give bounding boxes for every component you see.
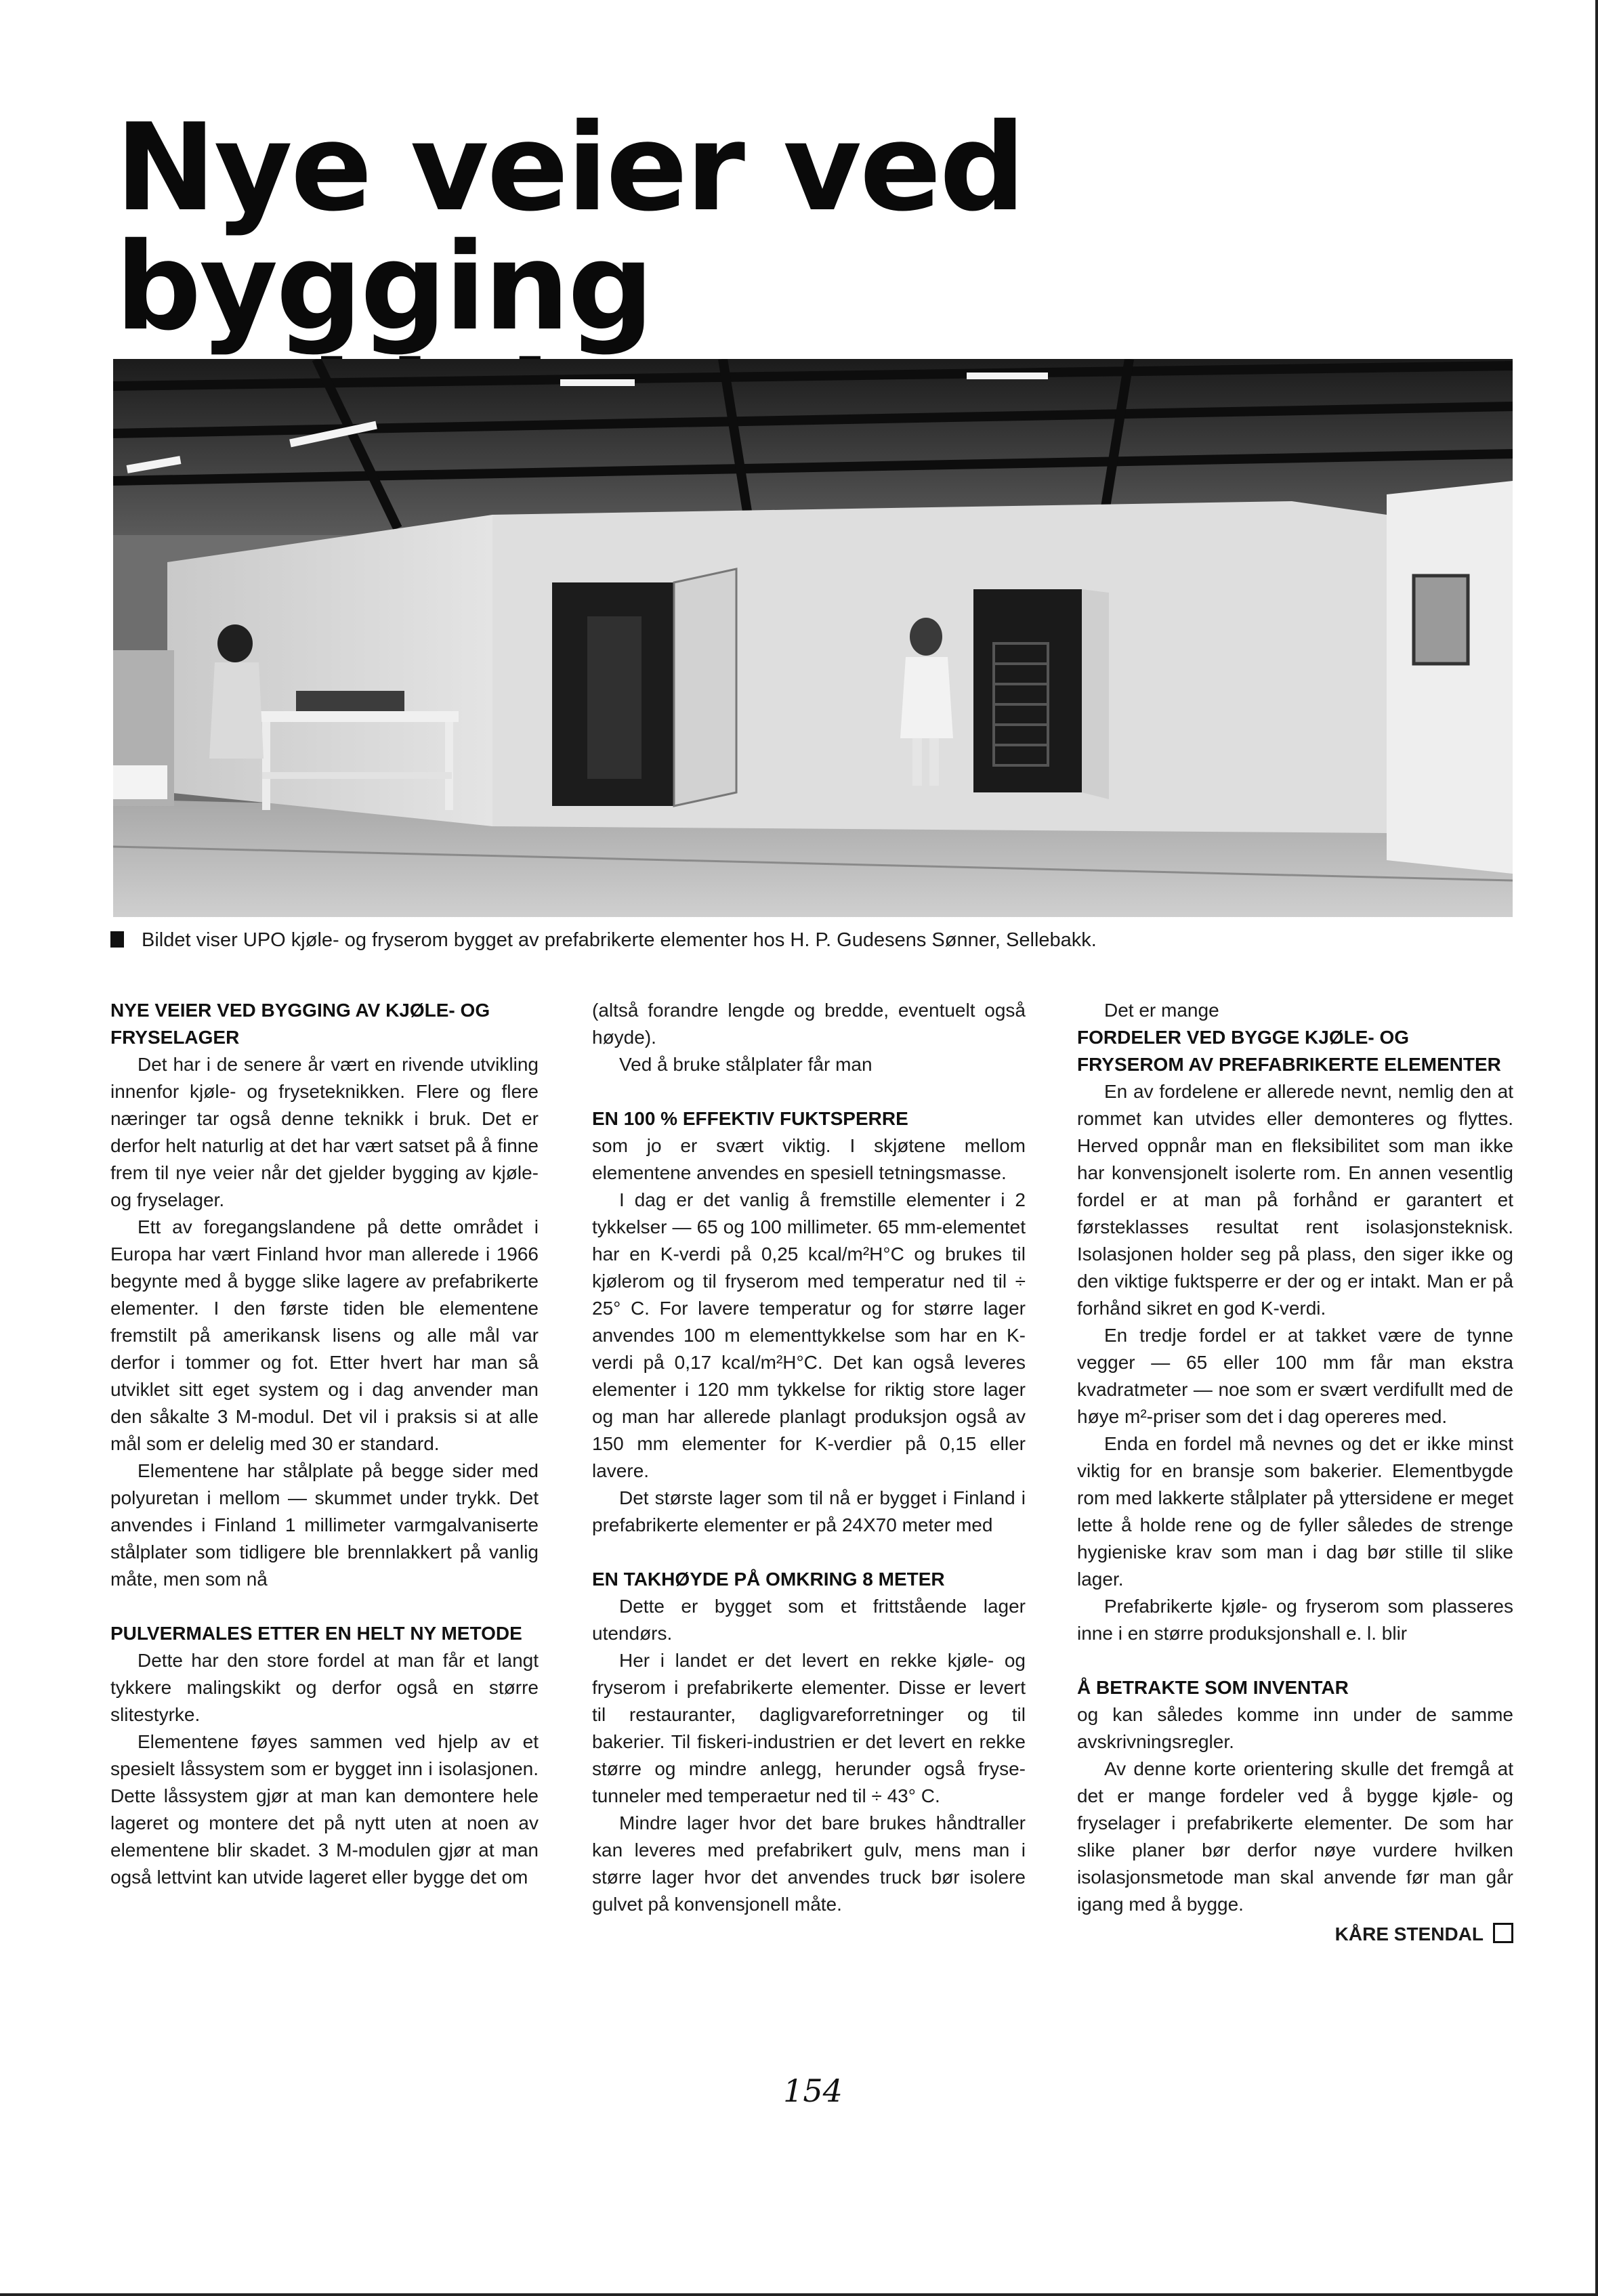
heading-takhoyde: EN TAKHØYDE PÅ OMKRING 8 METER bbox=[592, 1569, 945, 1590]
paragraph: Prefabrikerte kjøle- og fryserom som plasseres inne i en større produksjonshall e. l. blir bbox=[1077, 1596, 1513, 1644]
paragraph: En av fordelene er allerede nevnt, nemlig den at rommet kan utvides eller demonteres og flyttes. Herved oppnår man en fleksibilitet som man ikke har konvensjonelt isolerte rom. En annen vesentlig fordel er at man på forhånd er garantert et førsteklasses resultat rent isolasjonsteknisk. Isolasjonen holder seg på plass, den siger ikke og den viktige fuktsperre er der og er intakt. Man er på forhånd sikret en god K-verdi. bbox=[1077, 1081, 1513, 1319]
paragraph: Av denne korte orientering skulle det fremgå at det er mange fordeler ved å bygge kjøle- og fryselager i prefabrikerte elementer. De som har slike planer bør derfor nøye vurdere hvilken isolasjonsmetode man skal anvende før man går igang med å bygge. bbox=[1077, 1758, 1513, 1915]
title-line-1: Nye veier ved bygging bbox=[115, 98, 1024, 357]
page-number: 154 bbox=[783, 2072, 843, 2109]
caption-bullet bbox=[110, 931, 124, 948]
paragraph: (altså forandre lengde og bredde, eventuelt også høyde). bbox=[592, 1000, 1026, 1048]
paragraph: Dette har den store fordel at man får et langt tykkere malingskikt og derfor også en større slitestyrke. bbox=[110, 1650, 539, 1725]
column-3 bbox=[1077, 997, 1513, 1948]
paragraph: som jo er svært viktig. I skjøtene mellom elementene anvendes en spesiell tetningsmasse. bbox=[592, 1135, 1026, 1183]
paragraph: Ett av foregangslandene på dette området i Europa har vært Finland hvor man allerede i 1966 begynte med å bygge slike lagere av prefabrikerte elementer. I den første tiden ble elementene fremstilt på amerikansk lisens og alle mål var derfor i tommer og fot. Etter hvert har man så utviklet sitt eget system og i dag anvender man den såkalte 3 M-modul. Det vil i praksis si at alle mål som er delelig med 30 er standard. bbox=[110, 1216, 539, 1454]
column-1 bbox=[110, 997, 539, 1891]
author-signature bbox=[1077, 1921, 1513, 1948]
paragraph: Elementene føyes sammen ved hjelp av et spesielt låssystem som er bygget inn i isolasjonen. Dette låssystem gjør at man kan demontere hele lageret og montere det på nytt uten at noen av elementene blir skadet. 3 M-modulen gjør at man også lettvint kan utvide lageret eller bygge det om bbox=[110, 1731, 539, 1888]
paragraph: og kan således komme inn under de samme avskrivningsregler. bbox=[1077, 1704, 1513, 1752]
paragraph: Det har i de senere år vært en rivende utvikling innenfor kjøle- og fryseteknikken. Flere og flere næringer tar også denne teknikk i bruk. Det er derfor helt naturlig at det har vært satset på å finne frem til nye veier når det gjelder bygging av kjøle- og fryselager. bbox=[110, 1054, 539, 1210]
paragraph: Mindre lager hvor det bare brukes håndtraller kan leveres med prefabrikert gulv, mens man i større lager hvor det anvendes truck bør isolere gulvet på konvensjonell måte. bbox=[592, 1812, 1026, 1915]
paragraph: Elementene har stålplate på begge sider med polyuretan i mellom — skummet under trykk. Det anvendes i Finland 1 millimeter varmgalvaniserte stålplater som tidligere ble brennlakkert på vanlig måte, men som nå bbox=[110, 1460, 539, 1590]
paragraph: Dette er bygget som et frittstående lager utendørs. bbox=[592, 1596, 1026, 1644]
paragraph: En tredje fordel er at takket være de tynne vegger — 65 eller 100 mm får man ekstra kvadratmeter — noe som er svært verdifullt med de høye m²-priser som det i dag opereres med. bbox=[1077, 1325, 1513, 1427]
paragraph: Det største lager som til nå er bygget i Finland i prefabrikerte elementer er på 24X70 meter med bbox=[592, 1487, 1026, 1535]
column-2 bbox=[592, 997, 1026, 1918]
photo-caption bbox=[110, 927, 1506, 954]
paragraph: Det er mange bbox=[1104, 1000, 1219, 1021]
paragraph: Her i landet er det levert en rekke kjøle- og fryserom i prefabrikerte elementer. Disse er levert til restauranter, dagligvareforretninger og til bakerier. Til fiskeri-industrien er det levert en rekke større og mindre anlegg, herunder også fryse-tunneler med temperaetur ned til ÷ 43° C. bbox=[592, 1650, 1026, 1806]
heading-fordeler: FORDELER VED BYGGE KJØLE- OG FRYSEROM AV PREFABRIKERTE ELEMENTER bbox=[1077, 1027, 1501, 1075]
paragraph: Ved å bruke stålplater får man bbox=[619, 1054, 872, 1075]
paragraph: I dag er det vanlig å fremstille elementer i 2 tykkelser — 65 og 100 millimeter. 65 mm-elementet har en K-verdi på 0,25 kcal/m²H°C og brukes til kjølerom og til fryserom med temperatur ned til ÷ 25° C. For lavere temperatur og for større lager anvendes 100 m elementtykkelse som har en K-verdi på 0,17 kcal/m²H°C. Det kan også leveres elementer i 120 mm tykkelse for riktig store lager og man har allerede planlagt produksjon også av 150 mm elementer for K-verdier på 0,15 eller lavere. bbox=[592, 1189, 1026, 1481]
heading-fuktsperre: EN 100 % EFFEKTIV FUKTSPERRE bbox=[592, 1108, 908, 1129]
caption-text: Bildet viser UPO kjøle- og fryserom bygget av prefabrikerte elementer hos H. P. Gudesens Sønner, Sellebakk. bbox=[142, 929, 1097, 951]
heading-pulvermales: PULVERMALES ETTER EN HELT NY METODE bbox=[110, 1623, 522, 1644]
heading-inventar: Å BETRAKTE SOM INVENTAR bbox=[1077, 1677, 1349, 1698]
paragraph: Enda en fordel må nevnes og det er ikke minst viktig for en bransje som bakerier. Elementbygde rom med lakkerte stålplater på yttersidene er meget lette å holde rene og de fyller således de strenge hygieniske krav som man i dag bør stille til slike lager. bbox=[1077, 1433, 1513, 1590]
author-name: KÅRE STENDAL bbox=[1334, 1923, 1484, 1944]
end-mark-icon bbox=[1493, 1923, 1513, 1943]
heading-nye-veier: NYE VEIER VED BYGGING AV KJØLE- OG FRYSELAGER bbox=[110, 1000, 490, 1048]
article-photo bbox=[113, 359, 1513, 917]
